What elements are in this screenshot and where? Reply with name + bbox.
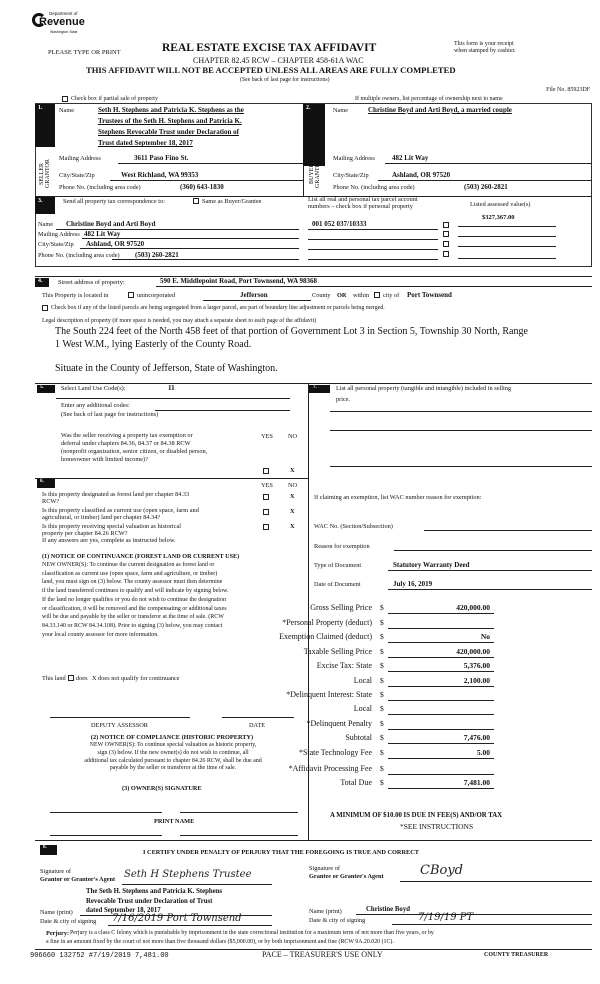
assessed-label: Listed assessed value(s) [470,201,531,208]
buyer-side-label [309,152,321,196]
money-row-label: *Affidavit Processing Fee [288,764,372,773]
historic-no-answer[interactable]: X [290,523,295,530]
property-city: Port Townsend [407,291,452,299]
underline [80,248,299,249]
current-use-yes-checkbox[interactable] [263,509,269,515]
seller-mailing: 3611 Paso Fino St. [134,154,189,162]
exemption-no-answer[interactable]: X [290,467,295,474]
buyer-phone-label: Phone No. (including area code) [333,184,415,191]
additional-codes-label: Enter any additional codes: [61,402,130,409]
seller-city: West Richland, WA 99353 [121,171,199,179]
divider [35,840,592,841]
money-field-line[interactable] [388,714,494,715]
seller-phone-label: Phone No. (including area code) [59,184,141,191]
if-yes-note: If any answers are yes, complete as instructed below. [42,537,176,544]
exemption-yes-checkbox[interactable] [263,468,269,474]
buyer-name-label: Name [333,107,349,114]
notice1-line: will be due and payable by the seller or transferor at the time of sale. (RCW [42,614,224,621]
notice2-line: NEW OWNER(S): To continue special valuation as historic property, [89,742,257,748]
type-or-print: PLEASE TYPE OR PRINT [48,49,121,56]
personal-property-checkbox[interactable] [443,222,449,228]
segregated-label: Check box if any of the listed parcels are being segregated from a larger parcel, are part of boundary line adjustment or parcels being merged. [51,305,385,311]
grantee-name: Christine Boyd [366,906,410,913]
forest-q-2: RCW? [42,498,60,505]
underline [203,300,311,301]
dollar-sign: $ [380,676,384,685]
perjury-text-2: a fine in an amount fixed by the court of not more than five thousand dollars ($5,000.00), or by both imprisonment and fine (RCW 9A.20.020 (1C). [46,939,394,945]
notice1-line: If the land no longer qualifies or you do not wish to continue the designation [42,596,226,603]
seller-name-line-3: Stephens Revocable Trust under Declaration of [98,128,239,136]
city-of-label: city of [383,292,400,299]
underline [82,238,299,239]
partial-sale-checkbox[interactable] [62,96,68,102]
money-field-line[interactable] [388,700,494,701]
does-label: does [76,675,88,682]
dollar-sign: $ [380,632,384,641]
underline [458,246,556,247]
logo-dept: Department of [49,11,78,16]
does-not-label: X does not qualify for continuance [92,675,180,682]
underline [458,258,556,259]
underline [56,398,290,399]
does-qualify-checkbox[interactable] [68,675,74,681]
buyer-city: Ashland, OR 97520 [392,171,451,179]
certify-statement: I CERTIFY UNDER PENALTY OF PERJURY THAT THE FOREGOING IS TRUE AND CORRECT [143,849,419,856]
current-use-no-answer[interactable]: X [290,508,295,515]
same-as-buyer-label: Same as Buyer/Grantee [202,198,262,205]
wac-field[interactable] [424,530,592,531]
notice1-title: (1) NOTICE OF CONTINUANCE (FOREST LAND OR CURRENT USE) [42,553,240,560]
notice2-body [42,742,304,773]
minimum-note: A MINIMUM OF $10.00 IS DUE IN FEE(S) AND/OR TAX [330,812,503,819]
doc-date-label: Date of Document [314,581,361,588]
cashier-stamp: 906660 132752 #7/19/2019 7,481.00 [30,952,169,960]
money-field-line[interactable] [388,729,494,730]
correspondence-label: Send all property tax correspondence to: [63,198,165,205]
legal-description-2: 1 West W.M., lying Easterly of the County Road. [55,339,252,350]
corr-phone-label: Phone No. (including area code) [38,252,120,259]
doc-type: Statutory Warranty Deed [393,561,470,569]
underline [308,239,438,240]
underline [388,570,592,571]
underline [388,589,592,590]
seller-side-label [39,152,51,196]
corr-mailing-label: Mailing Address [38,231,80,238]
seller-name-label: Name [59,107,75,114]
unincorporated-label: unincorporated [137,292,176,299]
underline [458,226,556,227]
print-name-label: PRINT NAME [154,818,195,825]
money-field-line[interactable] [388,774,494,775]
exemption-q-1: Was the seller receiving a property tax exemption or [61,432,193,439]
money-row-label: Local [353,676,372,685]
grantee-label: GRANTEE [315,160,321,188]
owner-signature-line [50,812,162,813]
reason-field[interactable] [394,550,592,551]
dollar-sign: $ [380,603,384,612]
money-field-line[interactable] [388,758,494,759]
money-row-value: 2,100.00 [463,676,490,685]
grantee-sig-label-2: Grantee or Grantee's Agent [309,873,384,880]
exemption-q-3: (nonprofit organization, senior citizen, or disabled person, [61,448,208,455]
notice1-line: classification as current use (open space, farm and agriculture, or timber) [42,570,218,577]
grantor-sig-label-1: Signature of [40,868,71,875]
underline [458,236,556,237]
grantor-date-city-label: Date & city of signing [40,918,97,925]
receipt-note-2: when stamped by cashier. [454,48,516,54]
exemption-q-4: homeowner with limited income)? [61,456,148,463]
grantor-sig-label-2: Grantor or Grantor's Agent [40,876,116,883]
underline [378,180,592,181]
seller-name-line-1: Seth H. Stephens and Patricia K. Stephens as the [98,106,244,114]
land-use-code: 11 [168,384,175,392]
money-row-label: Total Due [340,778,372,787]
historic-q-1: Is this property receiving special valuation as historical [42,523,182,530]
section-5-number: 5. [37,385,55,393]
print-name-line [180,835,298,836]
dollar-sign: $ [380,778,384,787]
grantee-signature-line [400,881,592,882]
notice1-line: land, you must sign on (3) below. The county assessor must then determine [42,579,223,586]
notice1-line: 84.33.140 or RCW 84.34.108). Prior to signing (3) below, you may contact [42,622,223,629]
underline [392,924,592,925]
land-use-label: Select Land Use Code(s): [61,385,126,392]
dollar-sign: $ [380,764,384,773]
money-field-line[interactable] [388,788,494,789]
form-warning: THIS AFFIDAVIT WILL NOT BE ACCEPTED UNLESS ALL AREAS ARE FULLY COMPLETED [86,65,456,75]
money-row-label: *Personal Property (deduct) [282,618,372,627]
money-field-line[interactable] [388,686,494,687]
underline [308,259,438,260]
street-address: 590 E. Middlepoint Road, Port Townsend, WA 98368 [160,277,318,285]
dollar-sign: $ [380,704,384,713]
corr-phone: (503) 260-2821 [135,251,179,259]
grantee-date-city: 7/19/19 PT [418,912,474,923]
divider [35,383,592,384]
s6-yes-header: YES [261,482,273,489]
perjury-label: Perjury: [46,930,70,937]
seller-name-line-4: Trust dated September 18, 2017 [98,139,193,147]
yes-header: YES [261,433,273,440]
notice1-body [42,561,304,639]
doc-type-label: Type of Document [314,562,362,569]
money-row-value: No [480,632,490,641]
seller-city-label: City/State/Zip [59,172,95,179]
receipt-note-1: This form is your receipt [454,41,514,47]
form-chapter: CHAPTER 82.45 RCW – CHAPTER 458-61A WAC [193,56,364,65]
dollar-sign: $ [380,690,384,699]
money-field-line[interactable] [388,743,494,744]
section-8-number: 8. [40,845,57,855]
money-row-value: 5.00 [476,748,490,757]
historic-yes-checkbox[interactable] [263,524,269,530]
deputy-signature-line [50,717,190,718]
partial-sale-label: Check box if partial sale of property [71,96,158,102]
money-field-line[interactable] [388,657,494,658]
section-3-number: 3. [35,197,55,214]
underline [356,914,592,915]
grantee-signature: CBoyd [420,863,463,878]
doc-date: July 16, 2019 [393,580,433,588]
historic-q-2: property per chapter 84.26 RCW? [42,530,128,537]
personal-property-label-1: List all personal property (tangible and intangible) included in selling [336,385,512,392]
grantee-name-print-label: Name (print) [309,908,342,915]
notice2-line: sign (3) below. If the new owner(s) do not wish to continue, all [97,749,249,756]
seller-phone: (360) 643-1830 [180,183,224,191]
dollar-sign: $ [380,618,384,627]
parcel-label-2: numbers – check box if personal property [308,203,413,210]
current-use-q-2: agricultural, or timber) land per chapter 84.34? [42,514,161,521]
money-field-line[interactable] [388,628,494,629]
see-instructions: *SEE INSTRUCTIONS [400,822,474,831]
money-row-label: Taxable Selling Price [303,647,372,656]
personal-property-line [330,411,592,412]
corr-name-label: Name [38,221,54,228]
grantor-name-2: Revocable Trust under Declaration of Trust [86,898,213,905]
notice1-line: NEW OWNER(S): To continue the current designation as forest land or [42,562,215,568]
notice1-line: your local county assessor for more information. [42,631,159,638]
parcel-label-1: List all real and personal tax parcel account [308,196,418,203]
section-6-number: 6. [37,479,55,488]
personal-property-checkbox[interactable] [443,241,449,247]
treasurer-use-label: PACE – TREASURER'S USE ONLY [262,950,383,959]
money-row-label: Excise Tax: State [316,661,372,670]
money-row-label: Gross Selling Price [310,603,372,612]
money-row-value: 7,476.00 [463,733,490,742]
money-row-label: *State Technology Fee [298,748,372,757]
grantor-name-1: The Seth H. Stephens and Patricia K. Stephens [86,888,223,895]
seller-name-line-2: Trustees of the Seth H. Stephens and Patricia K. [98,117,242,125]
logo-state: Washington State [50,30,78,34]
seller-label: SELLER [39,163,45,185]
reason-label: Reason for exemption [314,543,370,550]
parcel-number: 001 052 037/10333 [312,220,367,228]
grantor-label: GRANTOR [45,159,51,189]
assessed-value: $327,367.00 [482,214,515,221]
exemption-wac-label: If claiming an exemption, list WAC number reason for exemption: [314,494,482,501]
money-row-value: 7,481.00 [463,778,490,787]
money-row-value: 5,376.00 [463,661,490,670]
see-back: (See back of last page for instructions) [240,77,330,83]
corr-city-label: City/State/Zip [38,241,74,248]
money-row-label: *Delinquent Penalty [306,719,372,728]
logo-name: Revenue [39,16,85,28]
street-label: Street address of property: [58,279,125,286]
unincorporated-checkbox[interactable] [128,292,134,298]
grantee-date-city-label: Date & city of signing [309,917,366,924]
current-use-q-1: Is this property classified as current use (open space, farm and [42,507,199,514]
corr-city: Ashland, OR 97520 [86,240,145,248]
county-name: Jefferson [240,291,268,299]
deputy-label: DEPUTY ASSESSOR [91,722,148,729]
section-4-number: 4. [35,278,49,287]
notice2-line: additional tax calculated pursuant to chapter 84.26 RCW, shall be due and [84,757,262,764]
this-land-label: This land [42,675,66,682]
underline [112,259,299,260]
money-row-value: 420,000.00 [456,603,490,612]
land-use-see-back: (See back of last page for instructions) [61,411,159,418]
notice2-line: payable by the seller or transferor at the time of sale. [109,765,237,772]
date-label: DATE [249,722,266,729]
forest-no-answer[interactable]: X [290,493,295,500]
notice1-line: if the land transferred continues to qualify and will indicate by signing below. [42,588,229,595]
personal-property-label-2: price. [336,396,351,403]
grantor-name-print-label: Name (print) [40,909,73,916]
grantor-signature: Seth H Stephens Trustee [124,869,252,880]
print-name-line [50,835,162,836]
buyer-mailing-label: Mailing Address [333,155,375,162]
forest-q-1: Is this property designated as forest land per chapter 84.33 [42,491,190,498]
money-field-line[interactable] [388,613,494,614]
date-line [222,717,294,718]
underline [156,286,592,287]
divider [35,478,308,479]
perjury-text-1: Perjury is a class C felony which is punishable by imprisonment in the state correctional institution for a maximum term of not more than five years, or by [70,930,434,936]
underline [108,925,272,926]
grantor-signature-line [122,884,272,885]
additional-codes-field [155,410,290,411]
notice1-line: or classification, it will be removed and the compensating or additional taxes [42,605,227,612]
underline [118,163,303,164]
notice2-title: (2) NOTICE OF COMPLIANCE (HISTORIC PROPERTY) [90,734,254,741]
located-label: This Property is located in [42,292,109,299]
legal-label: Legal description of property (if more space is needed, you may attach a separate sheet to each page of the affidavit) [42,318,317,324]
section-2-number: 2. [303,104,325,166]
underline [308,229,438,230]
underline [308,249,438,250]
form-title: REAL ESTATE EXCISE TAX AFFIDAVIT [162,42,377,54]
or-label: OR [337,292,347,299]
personal-property-line [330,466,592,467]
dollar-sign: $ [380,661,384,670]
corr-name: Christine Boyd and Arti Boyd [66,220,156,228]
section-1-number: 1. [35,104,55,147]
personal-property-checkbox[interactable] [443,251,449,257]
grantor-date-city: 7/16/2019 Port Townsend [112,913,242,924]
buyer-phone: (503) 260-2821 [464,183,508,191]
county-label: County [312,292,331,299]
buyer-city-label: City/State/Zip [333,172,369,179]
personal-property-line [330,430,592,431]
segregated-checkbox[interactable] [42,305,48,311]
wac-label: WAC No. (Section/Subsection) [314,523,393,530]
money-row-label: Local [353,704,372,713]
money-row-label: Exemption Claimed (deduct) [279,632,372,641]
buyer-label: BUYER [309,163,315,185]
money-field-line[interactable] [388,642,494,643]
money-row-label: Subtotal [345,733,372,742]
within-city-checkbox[interactable] [374,292,380,298]
dollar-sign: $ [380,748,384,757]
multiple-owners-note: If multiple owners, list percentage of ownership next to name [355,96,503,102]
no-header: NO [288,433,298,440]
underline [385,163,592,164]
underline [110,180,303,181]
dollar-sign: $ [380,719,384,728]
forest-yes-checkbox[interactable] [263,494,269,500]
money-row-label: *Delinquent Interest: State [286,690,372,699]
same-as-buyer-checkbox[interactable] [193,198,199,204]
personal-property-checkbox[interactable] [443,231,449,237]
grantee-sig-label-1: Signature of [309,865,340,872]
s6-no-header: NO [288,482,298,489]
file-no: File No. 85923DF [546,87,590,93]
money-field-line[interactable] [388,671,494,672]
buyer-mailing: 482 Lit Way [392,154,429,162]
legal-description-3: Situate in the County of Jefferson, State of Washington. [55,363,278,374]
legal-description-1: The South 224 feet of the North 458 feet of that portion of Government Lot 3 in Section 5, Township 30 North, Range [55,326,528,337]
dollar-sign: $ [380,647,384,656]
corr-mailing: 482 Lit Way [84,230,121,238]
dor-logo [32,10,92,38]
section-7-number: 7. [309,385,330,393]
money-row-value: 420,000.00 [456,647,490,656]
grantor-name-3: dated September 18, 2017 [86,907,161,914]
within-label: within [353,292,370,299]
exemption-q-2: deferral under chapters 84.36, 84.37 or 84.38 RCW [61,440,191,447]
county-treasurer-label: COUNTY TREASURER [484,952,549,958]
owner-signature-label: (3) OWNER(S) SIGNATURE [122,785,202,792]
dollar-sign: $ [380,733,384,742]
buyer-name: Christine Boyd and Arti Boyd, a married couple [368,106,512,114]
seller-mailing-label: Mailing Address [59,155,101,162]
owner-signature-line [180,812,298,813]
